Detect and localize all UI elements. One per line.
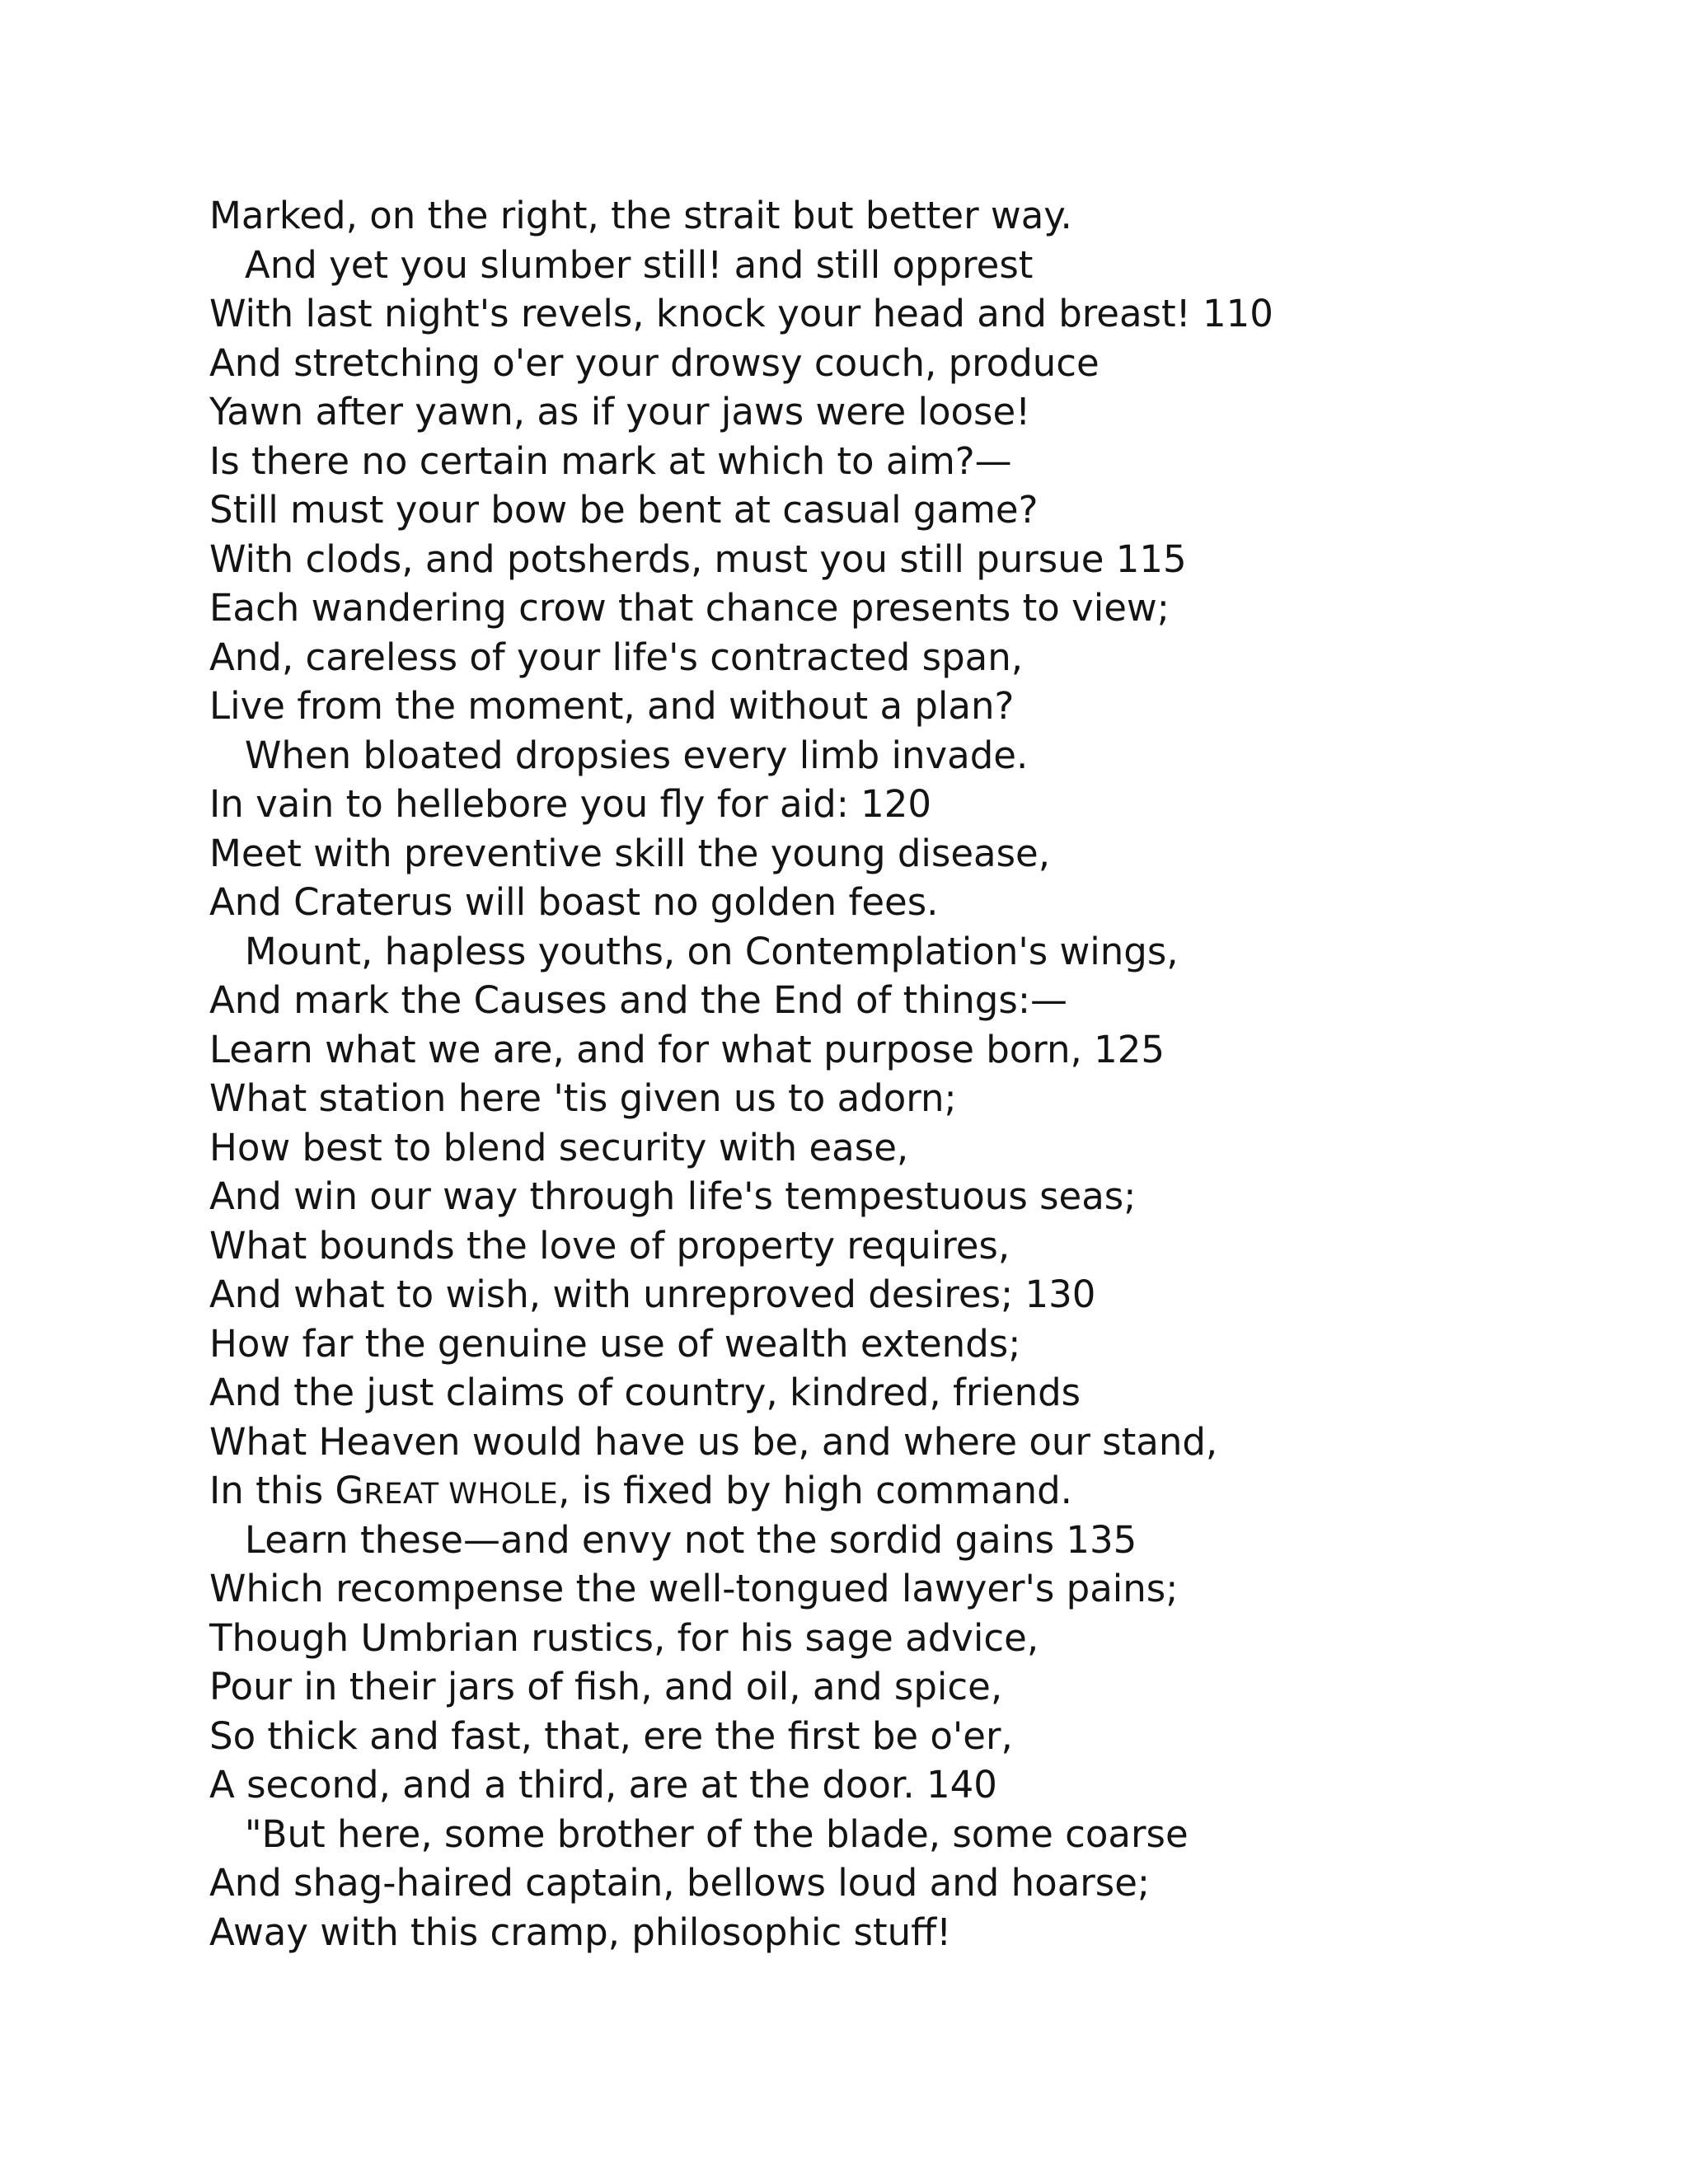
poem-line: And win our way through life's tempestuous seas;	[209, 1174, 1137, 1218]
line-text-before: In this G	[209, 1469, 364, 1512]
poem-line: And Craterus will boast no golden fees.	[209, 880, 939, 924]
poem-line: With last night's revels, knock your head and breast! 110	[209, 292, 1273, 335]
poem-line: Away with this cramp, philosophic stuff!	[209, 1910, 952, 1954]
poem-line-great-whole	[209, 1466, 1569, 1516]
poem-line: Pour in their jars of fish, and oil, and spice,	[209, 1665, 1003, 1708]
poem-line: Learn what we are, and for what purpose born, 125	[209, 1027, 1165, 1071]
poem-line: What bounds the love of property requires,	[209, 1223, 1010, 1268]
poem-line: Each wandering crow that chance presents to view;	[209, 586, 1170, 630]
poem-line: And yet you slumber still! and still opprest	[209, 242, 1034, 287]
poem-line: "But here, some brother of the blade, some coarse	[209, 1811, 1189, 1856]
poem-line: Mount, hapless youths, on Contemplation's wings,	[209, 929, 1179, 973]
poem-line: With clods, and potsherds, must you still pursue 115	[209, 537, 1187, 581]
small-caps-text: REAT WHOLE	[363, 1477, 559, 1511]
poem-line: And the just claims of country, kindred, friends	[209, 1371, 1081, 1414]
poem-line: And what to wish, with unreproved desires; 130	[209, 1272, 1096, 1316]
poem-line: Meet with preventive skill the young disease,	[209, 831, 1051, 875]
poem-line: And shag-haired captain, bellows loud and hoarse;	[209, 1861, 1151, 1905]
poem-line: Still must your bow be bent at casual game?	[209, 488, 1039, 532]
poem-line: What station here 'tis given us to adorn;	[209, 1076, 957, 1120]
poem-line: So thick and fast, that, ere the first be o'er,	[209, 1713, 1013, 1758]
poem-line: And, careless of your life's contracted span,	[209, 635, 1024, 679]
poem-line: How far the genuine use of wealth extends;	[209, 1321, 1021, 1366]
poem-line: Which recompense the well-tongued lawyer's pains;	[209, 1567, 1179, 1610]
poem-line: When bloated dropsies every limb invade.	[209, 733, 1029, 777]
poem-line: In vain to hellebore you fly for aid: 120	[209, 782, 932, 826]
poem-line: A second, and a third, are at the door. 140	[209, 1763, 997, 1807]
poem-line: Is there no certain mark at which to aim?—	[209, 438, 1012, 483]
poem-line: Marked, on the right, the strait but better way.	[209, 194, 1072, 237]
poem-line: Learn these—and envy not the sordid gains 135	[209, 1517, 1137, 1562]
poem-line: Yawn after yawn, as if your jaws were loose!	[209, 390, 1031, 434]
poem-line: What Heaven would have us be, and where our stand,	[209, 1419, 1218, 1464]
poem-line: Live from the moment, and without a plan?	[209, 684, 1015, 728]
poem-line: How best to blend security with ease,	[209, 1125, 909, 1169]
line-text-after: , is fixed by high command.	[558, 1469, 1072, 1512]
poem-line: And mark the Causes and the End of things:—	[209, 978, 1067, 1022]
poem-line: Though Umbrian rustics, for his sage advice,	[209, 1615, 1039, 1660]
poem-text	[209, 191, 1569, 1957]
poem-line: And stretching o'er your drowsy couch, produce	[209, 340, 1100, 385]
